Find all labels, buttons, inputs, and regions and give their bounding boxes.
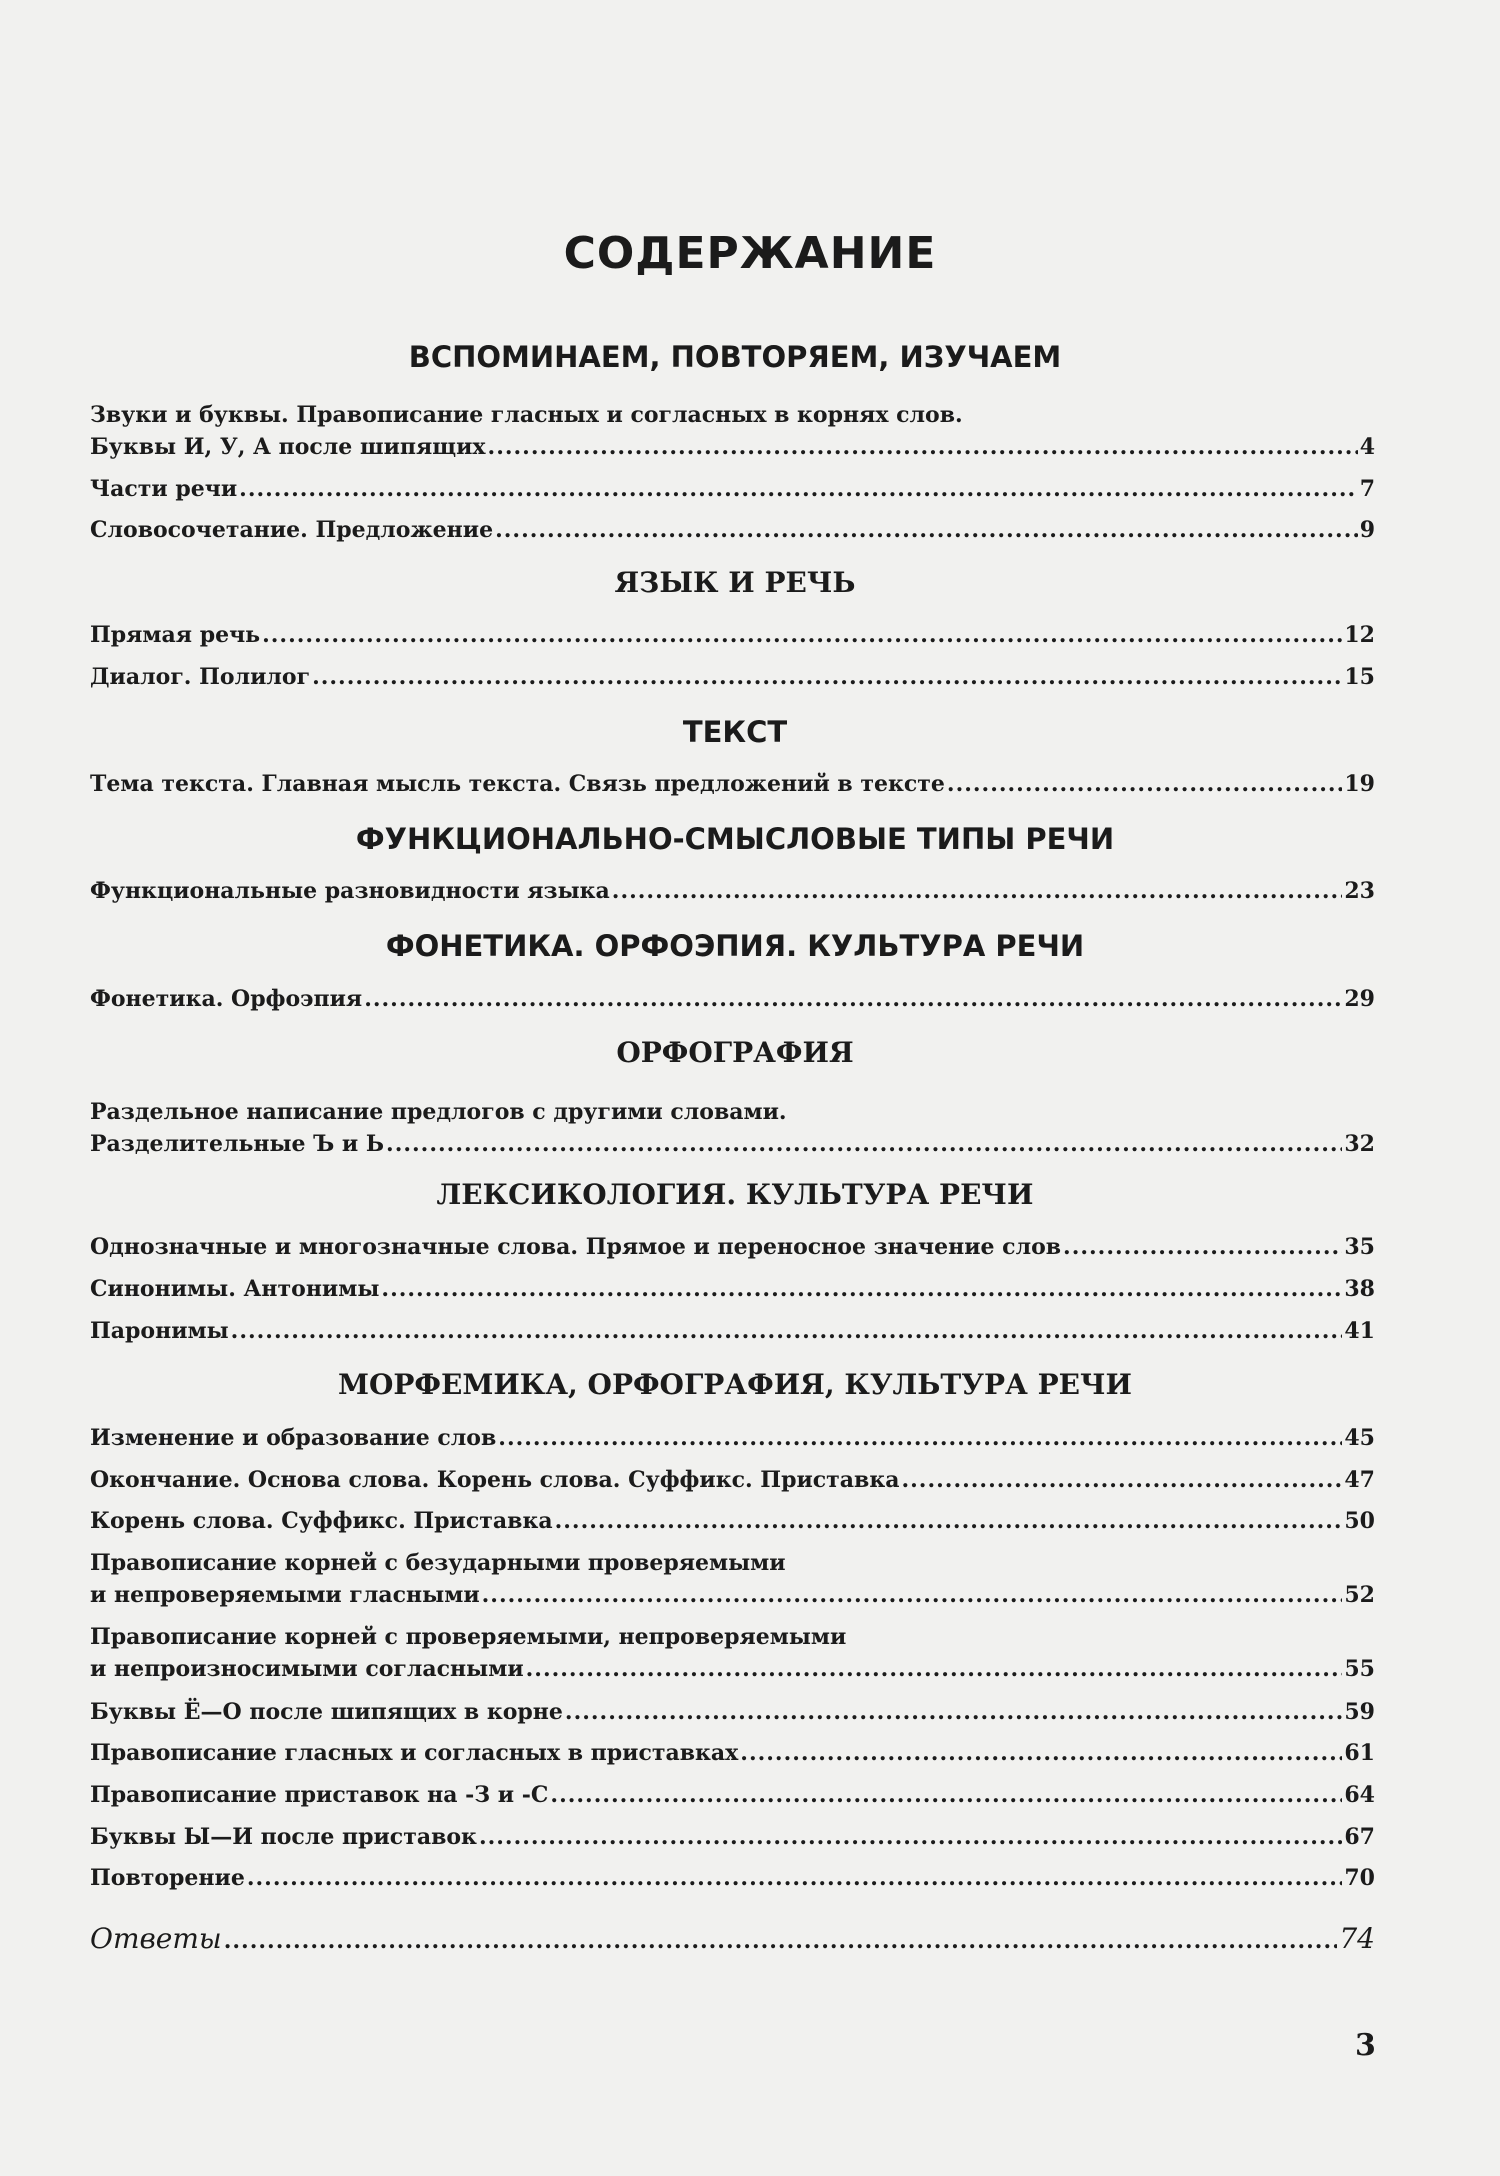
section-heading: ЛЕКСИКОЛОГИЯ. КУЛЬТУРА РЕЧИ (436, 1178, 1034, 1211)
dot-leader (498, 1421, 1342, 1455)
toc-entry (90, 1314, 1375, 1348)
page-title: СОДЕРЖАНИЕ (563, 228, 937, 279)
toc-entry-page: 64 (1344, 1782, 1375, 1808)
toc-entry-title: Разделительные Ъ и Ь (90, 1131, 385, 1157)
toc-entry-page: 23 (1344, 878, 1375, 904)
toc-entry-page: 59 (1344, 1699, 1375, 1725)
dot-leader (364, 982, 1342, 1016)
toc-entry (90, 660, 1375, 694)
toc-entry-page: 4 (1359, 434, 1375, 460)
toc-entry-title: Прямая речь (90, 622, 261, 648)
toc-entry-page: 45 (1344, 1425, 1375, 1451)
toc-entry (90, 513, 1375, 547)
section-heading: ФУНКЦИОНАЛЬНО-СМЫСЛОВЫЕ ТИПЫ РЕЧИ (355, 822, 1115, 856)
section-heading: ЯЗЫК И РЕЧЬ (614, 566, 856, 599)
section-heading: МОРФЕМИКА, ОРФОГРАФИЯ, КУЛЬТУРА РЕЧИ (337, 1368, 1132, 1401)
toc-entry (90, 1778, 1375, 1812)
toc-entry-title: Буквы Ё—О после шипящих в корне (90, 1699, 563, 1725)
dot-leader (901, 1463, 1342, 1497)
toc-entry-title: Правописание приставок на -З и -С (90, 1782, 549, 1808)
dot-leader (947, 767, 1342, 801)
toc-entry-line: Правописание корней с проверяемыми, непроверяемыми (90, 1624, 847, 1650)
toc-entry-title: Ответы (90, 1922, 222, 1955)
dot-leader (612, 874, 1343, 908)
toc-entry-page: 50 (1344, 1508, 1375, 1534)
dot-leader (555, 1504, 1343, 1538)
toc-entry (90, 618, 1375, 652)
toc-entry (90, 1463, 1375, 1497)
toc-entry-page: 32 (1344, 1131, 1375, 1157)
section-heading: ВСПОМИНАЕМ, ПОВТОРЯЕМ, ИЗУЧАЕМ (408, 340, 1062, 374)
toc-entry (90, 1652, 1375, 1686)
toc-entry-line: Правописание корней с безударными проверяемыми (90, 1550, 786, 1576)
toc-entry-page: 35 (1344, 1234, 1375, 1260)
toc-entry-page: 47 (1344, 1467, 1375, 1493)
toc-entry (90, 1504, 1375, 1538)
toc-entry (90, 430, 1375, 464)
toc-entry (90, 1421, 1375, 1455)
toc-entry-title: Паронимы (90, 1318, 229, 1344)
toc-entry-title: Окончание. Основа слова. Корень слова. Суффикс. Приставка (90, 1467, 900, 1493)
section-heading: ОРФОГРАФИЯ (616, 1036, 854, 1069)
toc-entry (90, 767, 1375, 801)
toc-entry-page: 61 (1344, 1740, 1375, 1766)
toc-entry-page: 15 (1344, 664, 1375, 690)
toc-entry-page: 67 (1344, 1824, 1375, 1850)
dot-leader (312, 660, 1342, 694)
toc-entry-page: 41 (1344, 1318, 1375, 1344)
toc-entry-line: Раздельное написание предлогов с другими словами. (90, 1099, 787, 1125)
dot-leader (1063, 1230, 1342, 1264)
toc-entry-title: Словосочетание. Предложение (90, 517, 494, 543)
dot-leader (482, 1578, 1343, 1612)
page-number: 3 (1355, 2028, 1376, 2063)
dot-leader (262, 618, 1342, 652)
toc-entry-page: 19 (1344, 771, 1375, 797)
toc-entry-line: Звуки и буквы. Правописание гласных и согласных в корнях слов. (90, 402, 963, 428)
toc-entry-page: 7 (1359, 476, 1375, 502)
dot-leader (565, 1695, 1342, 1729)
toc-entry-title: Корень слова. Суффикс. Приставка (90, 1508, 553, 1534)
toc-entry-title: Синонимы. Антонимы (90, 1276, 380, 1302)
toc-entry-title: Изменение и образование слов (90, 1425, 497, 1451)
toc-entry-title: Буквы Ы—И после приставок (90, 1824, 477, 1850)
dot-leader (386, 1127, 1342, 1161)
section-heading: ТЕКСТ (682, 715, 788, 749)
toc-entry (90, 982, 1375, 1016)
toc-entry (90, 1578, 1375, 1612)
dot-leader (488, 430, 1358, 464)
toc-entry-answers (90, 1922, 1375, 1958)
toc-entry (90, 1230, 1375, 1264)
dot-leader (740, 1736, 1342, 1770)
dot-leader (381, 1272, 1342, 1306)
toc-entry (90, 874, 1375, 908)
toc-entry-title: Функциональные разновидности языка (90, 878, 610, 904)
toc-entry-title: Правописание гласных и согласных в приставках (90, 1740, 739, 1766)
dot-leader (479, 1820, 1342, 1854)
toc-entry-page: 9 (1359, 517, 1375, 543)
toc-entry-page: 29 (1344, 986, 1375, 1012)
toc-entry-title: Диалог. Полилог (90, 664, 311, 690)
toc-entry-title: Повторение (90, 1865, 245, 1891)
toc-entry (90, 1861, 1375, 1895)
toc-entry-page: 74 (1339, 1922, 1375, 1955)
toc-entry (90, 1695, 1375, 1729)
dot-leader (239, 472, 1358, 506)
toc-entry (90, 1272, 1375, 1306)
toc-entry-title: Фонетика. Орфоэпия (90, 986, 363, 1012)
dot-leader (550, 1778, 1342, 1812)
toc-entry (90, 472, 1375, 506)
toc-entry (90, 1127, 1375, 1161)
dot-leader (526, 1652, 1343, 1686)
toc-entry-title: и непроизносимыми согласными (90, 1656, 524, 1682)
toc-entry-title: и непроверяемыми гласными (90, 1582, 480, 1608)
toc-entry-page: 12 (1344, 622, 1375, 648)
dot-leader (224, 1924, 1338, 1958)
dot-leader (495, 513, 1358, 547)
toc-entry-page: 70 (1344, 1865, 1375, 1891)
toc-entry-title: Буквы И, У, А после шипящих (90, 434, 486, 460)
toc-entry (90, 1820, 1375, 1854)
toc-entry-title: Части речи (90, 476, 238, 502)
section-heading: ФОНЕТИКА. ОРФОЭПИЯ. КУЛЬТУРА РЕЧИ (385, 929, 1085, 963)
toc-entry-title: Однозначные и многозначные слова. Прямое и переносное значение слов (90, 1234, 1062, 1260)
dot-leader (247, 1861, 1343, 1895)
dot-leader (231, 1314, 1343, 1348)
toc-entry-page: 38 (1344, 1276, 1375, 1302)
toc-entry-title: Тема текста. Главная мысль текста. Связь предложений в тексте (90, 771, 945, 797)
toc-entry-page: 52 (1344, 1582, 1375, 1608)
toc-entry (90, 1736, 1375, 1770)
toc-entry-page: 55 (1344, 1656, 1375, 1682)
